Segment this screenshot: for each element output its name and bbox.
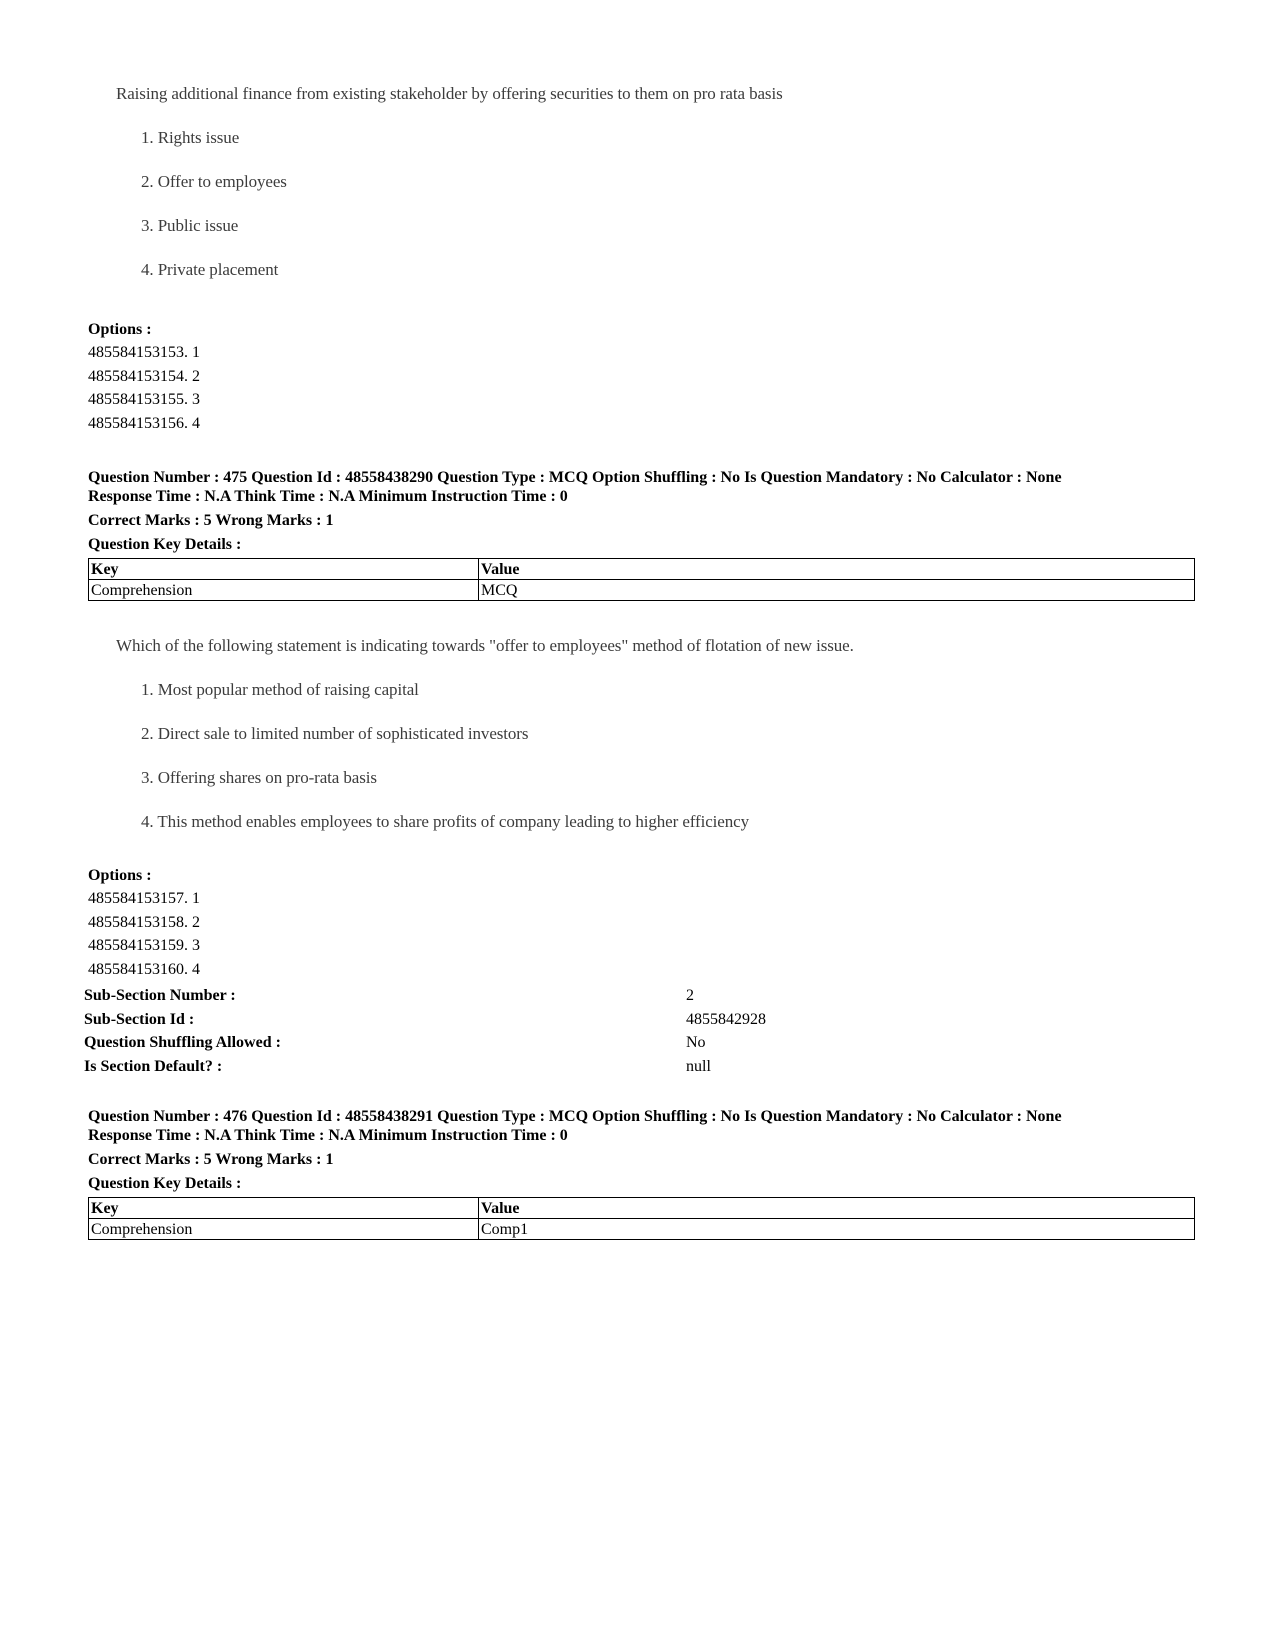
table-header-key: Key — [89, 1198, 479, 1219]
subsection-number-label: Sub-Section Number : — [84, 987, 236, 1004]
shuffling-allowed-value: No — [686, 1034, 706, 1051]
question-image-1 — [116, 84, 1116, 294]
option-item: 485584153158. 2 — [88, 914, 200, 931]
question-image-2 — [116, 636, 1116, 846]
option-item: 485584153154. 2 — [88, 368, 200, 385]
choice-item: 2. Direct sale to limited number of sophisticated investors — [141, 724, 529, 743]
shuffling-allowed-label: Question Shuffling Allowed : — [84, 1034, 281, 1051]
subsection-number-value: 2 — [686, 987, 694, 1004]
choice-item: 3. Offering shares on pro-rata basis — [141, 768, 377, 787]
question-header-line2: Response Time : N.A Think Time : N.A Minimum Instruction Time : 0 — [88, 1127, 568, 1144]
table-cell-value: Comp1 — [479, 1219, 1195, 1240]
table-header-key: Key — [89, 559, 479, 580]
question-header-line1: Question Number : 476 Question Id : 48558438291 Question Type : MCQ Option Shuffling : No Is Question Mandatory : No Calculator : None — [88, 1108, 1062, 1125]
option-item: 485584153159. 3 — [88, 937, 200, 954]
question-marks: Correct Marks : 5 Wrong Marks : 1 — [88, 512, 334, 529]
table-cell-value: MCQ — [479, 580, 1195, 601]
table-header-value: Value — [479, 1198, 1195, 1219]
choice-item: 1. Most popular method of raising capital — [141, 680, 419, 699]
table-cell-key: Comprehension — [89, 580, 479, 601]
choice-item: 4. This method enables employees to share profits of company leading to higher efficiency — [141, 812, 749, 831]
section-default-value: null — [686, 1058, 711, 1075]
question-header-line2: Response Time : N.A Think Time : N.A Minimum Instruction Time : 0 — [88, 488, 568, 505]
question-text: Which of the following statement is indicating towards "offer to employees" method of flotation of new issue. — [116, 636, 854, 655]
choice-item: 3. Public issue — [141, 216, 239, 235]
table-cell-key: Comprehension — [89, 1219, 479, 1240]
options-label: Options : — [88, 321, 152, 338]
key-details-label: Question Key Details : — [88, 536, 242, 553]
table-header-value: Value — [479, 559, 1195, 580]
subsection-id-label: Sub-Section Id : — [84, 1011, 195, 1028]
option-item: 485584153155. 3 — [88, 391, 200, 408]
options-label: Options : — [88, 867, 152, 884]
subsection-id-value: 4855842928 — [686, 1011, 766, 1028]
option-item: 485584153156. 4 — [88, 415, 200, 432]
choice-item: 4. Private placement — [141, 260, 279, 279]
key-value-table — [88, 1197, 1195, 1240]
section-default-label: Is Section Default? : — [84, 1058, 223, 1075]
key-details-label: Question Key Details : — [88, 1175, 242, 1192]
option-item: 485584153160. 4 — [88, 961, 200, 978]
question-text: Raising additional finance from existing stakeholder by offering securities to them on pro rata basis — [116, 84, 783, 103]
option-item: 485584153153. 1 — [88, 344, 200, 361]
question-marks: Correct Marks : 5 Wrong Marks : 1 — [88, 1151, 334, 1168]
key-value-table — [88, 558, 1195, 601]
choice-item: 2. Offer to employees — [141, 172, 287, 191]
question-header-line1: Question Number : 475 Question Id : 48558438290 Question Type : MCQ Option Shuffling : No Is Question Mandatory : No Calculator : None — [88, 469, 1062, 486]
option-item: 485584153157. 1 — [88, 890, 200, 907]
choice-item: 1. Rights issue — [141, 128, 240, 147]
